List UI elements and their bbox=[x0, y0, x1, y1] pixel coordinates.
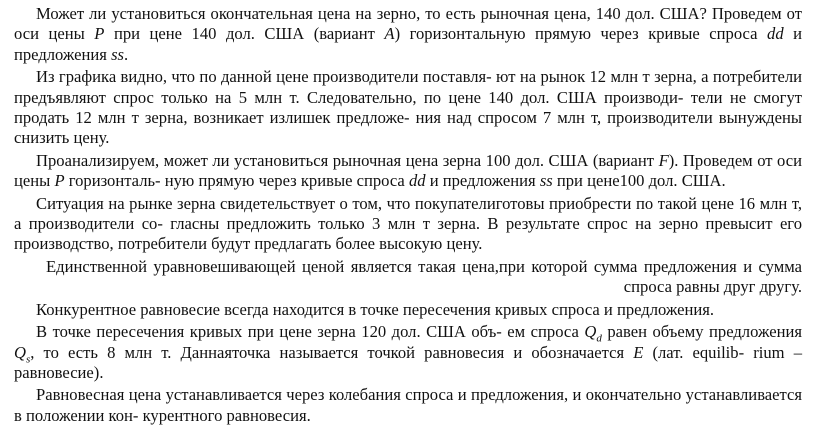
italic-symbol: F bbox=[658, 150, 669, 170]
italic-symbol: P bbox=[54, 171, 65, 191]
subscript-text: s bbox=[25, 352, 31, 365]
italic-symbol: P bbox=[94, 24, 105, 44]
italic-symbol: Q bbox=[14, 342, 26, 362]
text-run: Конкурентное равновесие всегда находится в точке пересечения кривых спроса и предложения. bbox=[36, 299, 715, 319]
paragraph-surplus bbox=[14, 67, 802, 149]
text-run: (лат. equilib- rium – равновесие). bbox=[14, 342, 802, 382]
text-run: и предложения bbox=[425, 171, 540, 191]
text-run: Из графика видно, что по данной цене производители поставля- ют на рынок 12 млн т зерна, а потребители предъявляют спрос только на 5 млн т. Следовательно, по цене 140 дол. США производи- тели не смогут продать 12 млн т зерна, возникает излишек предложе- ния над спросом 7 млн т, производители вынуждены снизить цену. bbox=[14, 67, 802, 148]
paragraph-market-price-140 bbox=[14, 4, 802, 65]
paragraph-equilibrium-establishment bbox=[14, 385, 802, 426]
italic-symbol: ss bbox=[539, 171, 553, 191]
paragraph-competitive-equilibrium bbox=[14, 300, 802, 320]
italic-symbol: A bbox=[384, 24, 395, 44]
text-run: , то есть 8 млн т. Даннаяточка называется точкой равновесия и обозначается bbox=[30, 342, 634, 362]
italic-symbol: dd bbox=[767, 24, 784, 44]
text-run: ). Проведем от оси цены bbox=[14, 150, 802, 191]
italic-symbol: E bbox=[633, 342, 644, 362]
text-run: горизонталь- ную прямую через кривые спроса bbox=[64, 171, 409, 191]
italic-symbol: dd bbox=[408, 171, 426, 191]
text-run: В точке пересечения кривых при цене зерна 120 дол. США объ- ем спроса bbox=[36, 322, 585, 342]
text-run: Равновесная цена устанавливается через колебания спроса и предложения, и окончательно устанавливается в положении кон- курентного равновесия. bbox=[14, 385, 802, 425]
text-run: ) горизонтальную прямую через кривые спроса bbox=[394, 24, 768, 44]
paragraph-equilibrium-price-definition bbox=[14, 257, 802, 298]
text-run: Ситуация на рынке зерна свидетельствует о том, что покупателиготовы приобрести по такой цене 16 млн т, а производители со- гласны предложить только 3 млн т зерна. В результате спрос на зерно превысит его производство, потребители будут предлагать более высокую цену. bbox=[14, 193, 802, 254]
text-run: при цене 140 дол. США (вариант bbox=[104, 24, 385, 44]
subscript-text: d bbox=[596, 332, 602, 345]
text-run: Проанализируем, может ли установиться рыночная цена зерна 100 дол. США (вариант bbox=[36, 150, 659, 170]
text-run: равен объему предложения bbox=[601, 322, 802, 342]
text-run: и предложения bbox=[14, 24, 803, 64]
text-run: Может ли установиться окончательная цена на зерно, то есть рыночная цена, 140 дол. США? Проведем от оси цены bbox=[14, 4, 802, 44]
italic-symbol: Q bbox=[584, 322, 597, 342]
italic-symbol: ss bbox=[111, 44, 125, 64]
paragraph-equilibrium-point bbox=[14, 322, 802, 383]
text-run: Единственной уравновешивающей ценой является такая цена,при которой сумма предложения и сумма спроса равны друг другу. bbox=[46, 256, 802, 297]
paragraph-shortage bbox=[14, 194, 802, 255]
paragraph-market-price-100 bbox=[14, 151, 802, 192]
text-run: при цене100 дол. США. bbox=[552, 171, 726, 191]
text-run: . bbox=[124, 44, 129, 64]
